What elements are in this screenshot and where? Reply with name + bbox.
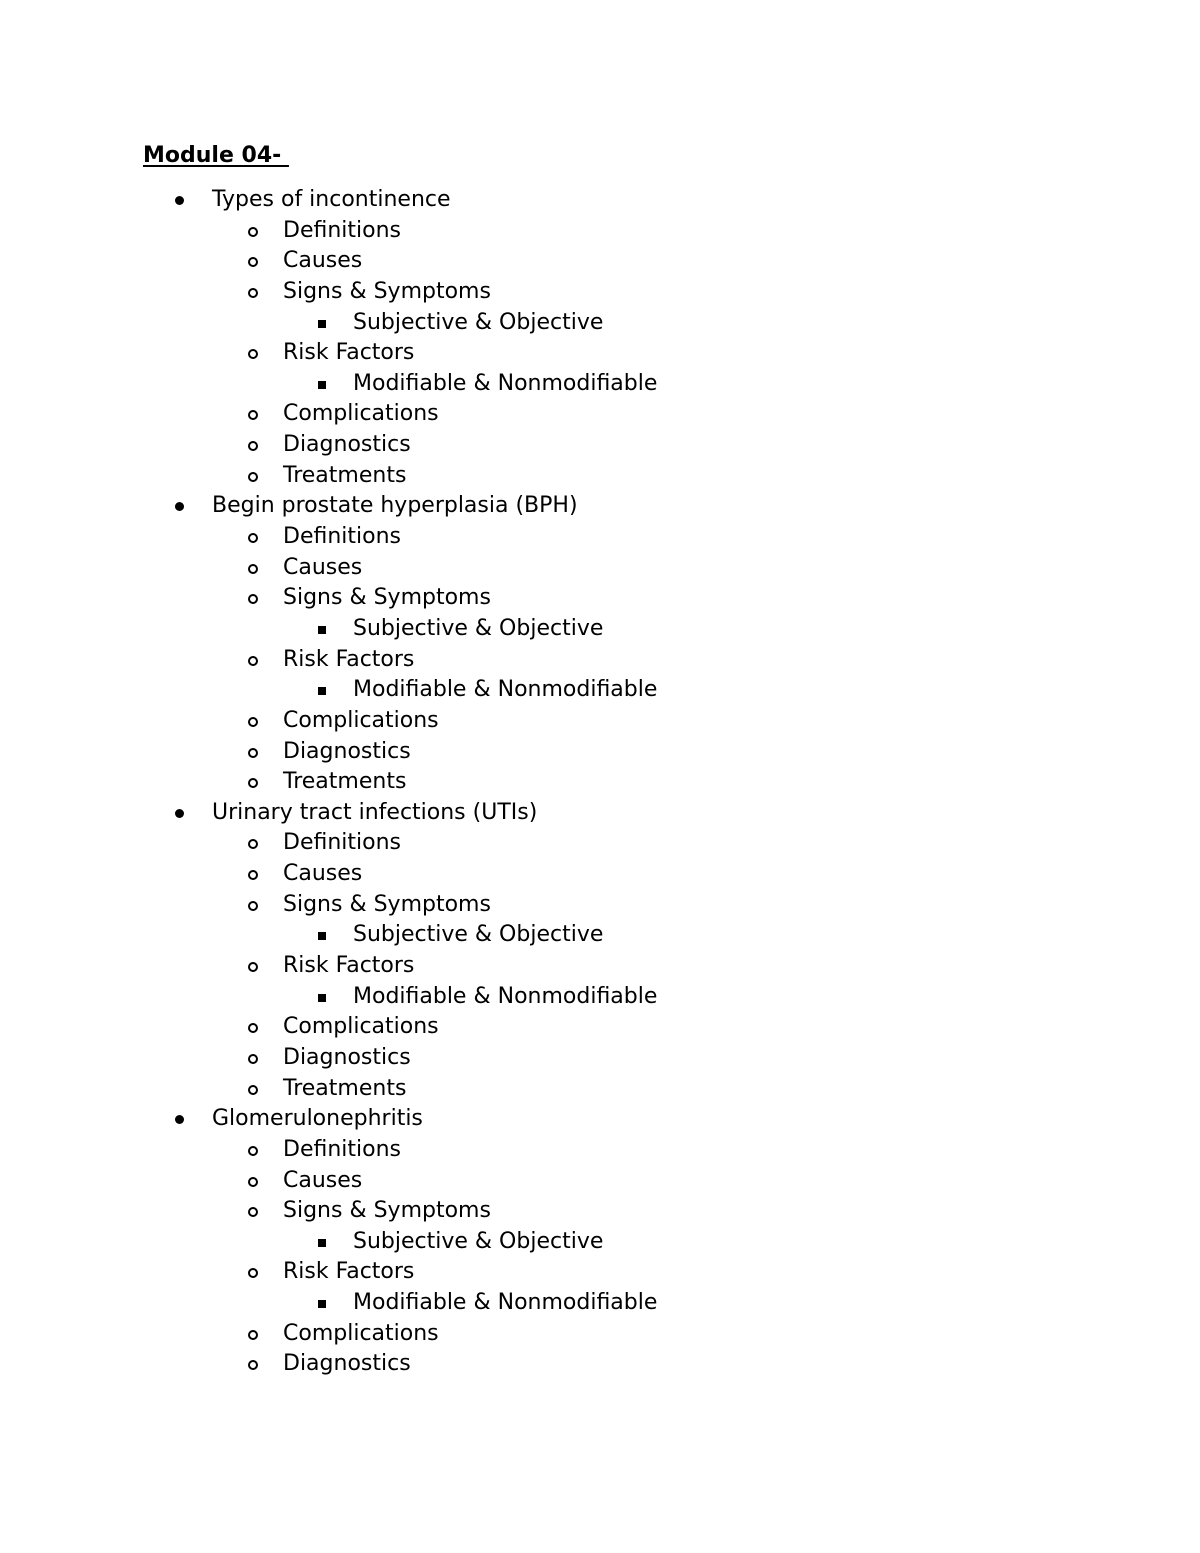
sub-list-item-text: Subjective & Objective bbox=[353, 922, 604, 948]
list-item-text: Definitions bbox=[283, 217, 401, 243]
list-item-text: Treatments bbox=[283, 1075, 407, 1101]
list-item bbox=[0, 1196, 1200, 1227]
list-item bbox=[0, 890, 1200, 921]
filled-disc-bullet-icon bbox=[175, 502, 184, 511]
sub-list-item bbox=[0, 1227, 1200, 1258]
hollow-circle-bullet-icon bbox=[248, 717, 258, 727]
list-item-text: Complications bbox=[283, 401, 439, 427]
hollow-circle-bullet-icon bbox=[248, 1207, 258, 1217]
hollow-circle-bullet-icon bbox=[248, 1177, 258, 1187]
filled-square-bullet-icon bbox=[318, 932, 326, 940]
list-item-text: Signs & Symptoms bbox=[283, 891, 491, 917]
list-item bbox=[0, 1319, 1200, 1350]
hollow-circle-bullet-icon bbox=[248, 1268, 258, 1278]
list-item bbox=[0, 1135, 1200, 1166]
list-item bbox=[0, 216, 1200, 247]
list-item-text: Causes bbox=[283, 1167, 363, 1193]
hollow-circle-bullet-icon bbox=[248, 839, 258, 849]
list-item-text: Diagnostics bbox=[283, 738, 411, 764]
list-item bbox=[0, 461, 1200, 492]
topic-outline bbox=[0, 185, 1200, 1380]
list-item-text: Causes bbox=[283, 861, 363, 887]
sub-list-item-text: Subjective & Objective bbox=[353, 1228, 604, 1254]
hollow-circle-bullet-icon bbox=[248, 656, 258, 666]
sub-list-item-text: Subjective & Objective bbox=[353, 615, 604, 641]
section-heading bbox=[0, 491, 1200, 522]
filled-disc-bullet-icon bbox=[175, 1115, 184, 1124]
list-item bbox=[0, 1166, 1200, 1197]
list-item-text: Definitions bbox=[283, 1136, 401, 1162]
list-item-text: Signs & Symptoms bbox=[283, 278, 491, 304]
hollow-circle-bullet-icon bbox=[248, 441, 258, 451]
list-item bbox=[0, 522, 1200, 553]
list-item-text: Signs & Symptoms bbox=[283, 1198, 491, 1224]
list-item bbox=[0, 1349, 1200, 1380]
section-heading bbox=[0, 1104, 1200, 1135]
list-item-text: Definitions bbox=[283, 524, 401, 550]
sub-list-item bbox=[0, 982, 1200, 1013]
list-item-text: Treatments bbox=[283, 462, 407, 488]
section-heading-text: Types of incontinence bbox=[212, 187, 451, 212]
filled-square-bullet-icon bbox=[318, 1300, 326, 1308]
section-heading-text: Urinary tract infections (UTIs) bbox=[212, 799, 538, 825]
filled-square-bullet-icon bbox=[318, 994, 326, 1002]
list-item-text: Diagnostics bbox=[283, 1044, 411, 1070]
list-item-text: Risk Factors bbox=[283, 646, 415, 672]
hollow-circle-bullet-icon bbox=[248, 962, 258, 972]
list-item-text: Risk Factors bbox=[283, 953, 415, 979]
list-item bbox=[0, 583, 1200, 614]
hollow-circle-bullet-icon bbox=[248, 227, 258, 237]
hollow-circle-bullet-icon bbox=[248, 257, 258, 267]
list-item bbox=[0, 767, 1200, 798]
section-heading bbox=[0, 185, 1200, 216]
hollow-circle-bullet-icon bbox=[248, 870, 258, 880]
list-item-text: Complications bbox=[283, 1014, 439, 1040]
hollow-circle-bullet-icon bbox=[248, 472, 258, 482]
hollow-circle-bullet-icon bbox=[248, 1146, 258, 1156]
list-item-text: Causes bbox=[283, 248, 363, 274]
list-item-text: Diagnostics bbox=[283, 1351, 411, 1377]
filled-square-bullet-icon bbox=[318, 320, 326, 328]
sub-list-item bbox=[0, 920, 1200, 951]
list-item-text: Diagnostics bbox=[283, 432, 411, 458]
page-title: Module 04- bbox=[143, 143, 289, 168]
list-item bbox=[0, 859, 1200, 890]
sub-list-item-text: Modifiable & Nonmodifiable bbox=[353, 1290, 658, 1316]
hollow-circle-bullet-icon bbox=[248, 1330, 258, 1340]
list-item-text: Treatments bbox=[283, 769, 407, 795]
list-item-text: Complications bbox=[283, 707, 439, 733]
list-item-text: Causes bbox=[283, 554, 363, 580]
filled-square-bullet-icon bbox=[318, 687, 326, 695]
hollow-circle-bullet-icon bbox=[248, 349, 258, 359]
list-item-text: Complications bbox=[283, 1320, 439, 1346]
hollow-circle-bullet-icon bbox=[248, 1054, 258, 1064]
list-item bbox=[0, 706, 1200, 737]
hollow-circle-bullet-icon bbox=[248, 748, 258, 758]
list-item bbox=[0, 399, 1200, 430]
list-item bbox=[0, 737, 1200, 768]
sub-list-item bbox=[0, 1288, 1200, 1319]
list-item-text: Signs & Symptoms bbox=[283, 585, 491, 611]
list-item bbox=[0, 553, 1200, 584]
hollow-circle-bullet-icon bbox=[248, 1085, 258, 1095]
list-item bbox=[0, 645, 1200, 676]
sub-list-item-text: Subjective & Objective bbox=[353, 309, 604, 335]
sub-list-item-text: Modifiable & Nonmodifiable bbox=[353, 370, 658, 396]
list-item-text: Risk Factors bbox=[283, 1259, 415, 1285]
hollow-circle-bullet-icon bbox=[248, 901, 258, 911]
section-heading-text: Glomerulonephritis bbox=[212, 1106, 423, 1132]
list-item-text: Risk Factors bbox=[283, 340, 415, 366]
list-item bbox=[0, 1012, 1200, 1043]
hollow-circle-bullet-icon bbox=[248, 1360, 258, 1370]
filled-square-bullet-icon bbox=[318, 626, 326, 634]
filled-square-bullet-icon bbox=[318, 381, 326, 389]
filled-disc-bullet-icon bbox=[175, 809, 184, 818]
list-item bbox=[0, 1074, 1200, 1105]
list-item bbox=[0, 1043, 1200, 1074]
sub-list-item bbox=[0, 308, 1200, 339]
list-item bbox=[0, 246, 1200, 277]
hollow-circle-bullet-icon bbox=[248, 288, 258, 298]
list-item bbox=[0, 1257, 1200, 1288]
list-item-text: Definitions bbox=[283, 830, 401, 856]
filled-square-bullet-icon bbox=[318, 1239, 326, 1247]
list-item bbox=[0, 430, 1200, 461]
sub-list-item bbox=[0, 369, 1200, 400]
sub-list-item bbox=[0, 675, 1200, 706]
sub-list-item-text: Modifiable & Nonmodifiable bbox=[353, 677, 658, 703]
list-item bbox=[0, 338, 1200, 369]
sub-list-item bbox=[0, 614, 1200, 645]
section-heading-text: Begin prostate hyperplasia (BPH) bbox=[212, 493, 578, 519]
hollow-circle-bullet-icon bbox=[248, 564, 258, 574]
hollow-circle-bullet-icon bbox=[248, 594, 258, 604]
list-item bbox=[0, 277, 1200, 308]
list-item bbox=[0, 828, 1200, 859]
hollow-circle-bullet-icon bbox=[248, 778, 258, 788]
list-item bbox=[0, 951, 1200, 982]
hollow-circle-bullet-icon bbox=[248, 533, 258, 543]
filled-disc-bullet-icon bbox=[175, 196, 184, 205]
sub-list-item-text: Modifiable & Nonmodifiable bbox=[353, 983, 658, 1009]
hollow-circle-bullet-icon bbox=[248, 410, 258, 420]
hollow-circle-bullet-icon bbox=[248, 1023, 258, 1033]
section-heading bbox=[0, 798, 1200, 829]
